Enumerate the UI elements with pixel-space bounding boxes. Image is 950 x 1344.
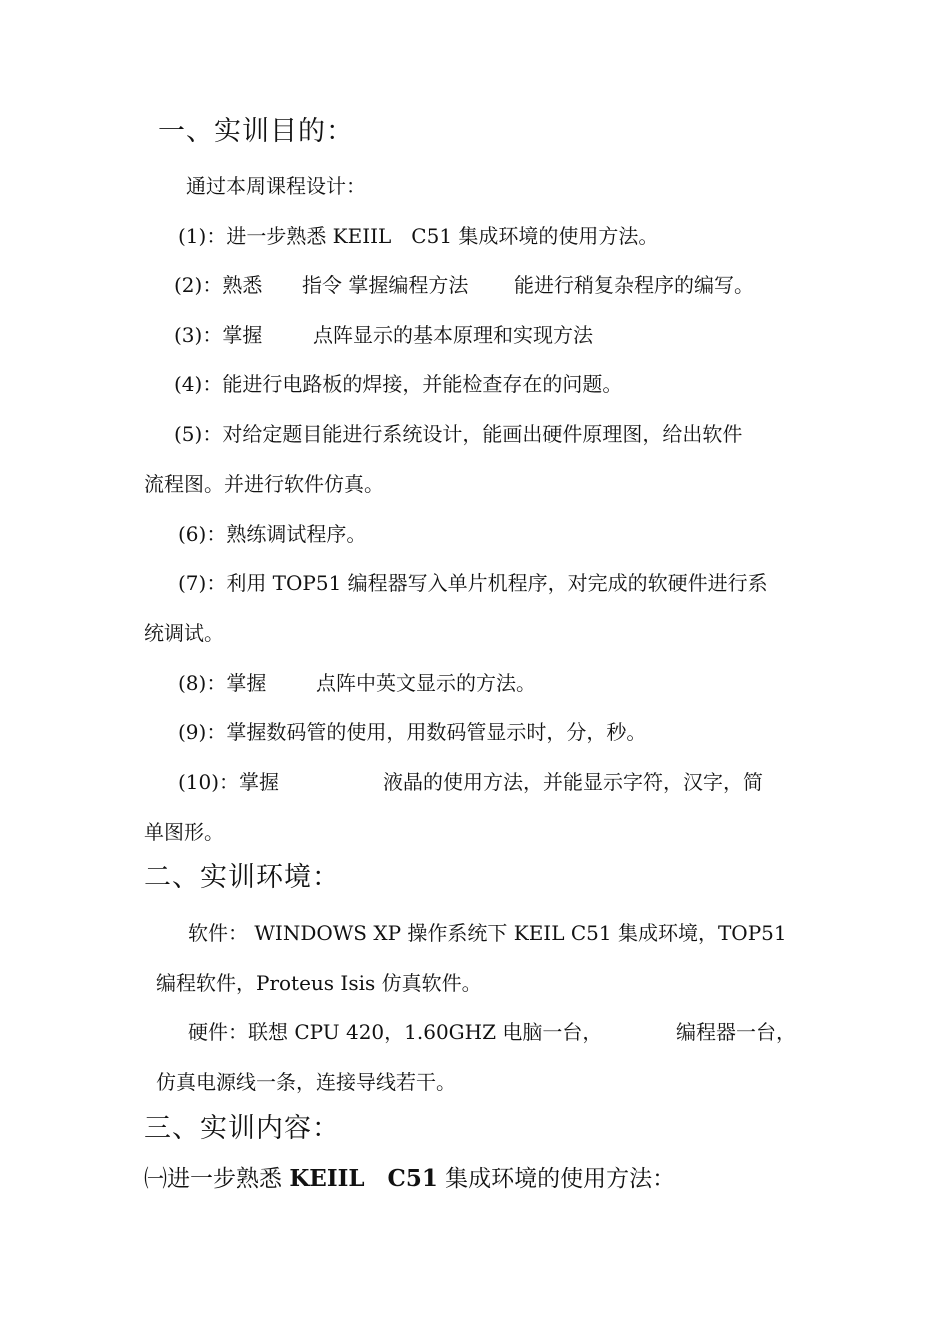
item-3-part-b: 点阵显示的基本原理和实现方法 (313, 323, 593, 347)
heading-training-content: 三、实训内容： (144, 1113, 340, 1144)
item-7-line-1: (7)：利用 TOP51 编程器写入单片机程序，对完成的软硬件进行系 (178, 571, 768, 595)
hardware-line-1-part-b: 编程器一台， (676, 1020, 796, 1044)
subheading-suffix: 集成环境的使用方法： (437, 1166, 676, 1192)
hardware-line-1-part-a: 硬件：联想 CPU 420，1.60GHZ 电脑一台， (188, 1020, 603, 1044)
software-line-1: 软件： WINDOWS XP 操作系统下 KEIL C51 集成环境，TOP51 (188, 921, 787, 945)
item-10-part-b: 液晶的使用方法，并能显示字符，汉字，简 (383, 770, 763, 794)
heading-training-purpose: 一、实训目的： (158, 116, 354, 147)
item-2-part-a: (2)：熟悉 (174, 273, 263, 297)
item-9: (9)：掌握数码管的使用，用数码管显示时，分，秒。 (178, 720, 647, 744)
item-7-line-2: 统调试。 (144, 621, 224, 645)
subheading-c51: C51 (387, 1165, 438, 1192)
subheading-keil-c51 (144, 1165, 675, 1193)
subheading-gap (365, 1166, 388, 1192)
software-line-2: 编程软件，Proteus Isis 仿真软件。 (156, 971, 482, 995)
heading-training-environment: 二、实训环境： (144, 862, 340, 893)
item-2-part-c: 能进行稍复杂程序的编写。 (514, 273, 754, 297)
item-8-part-b: 点阵中英文显示的方法。 (316, 671, 536, 695)
item-4: (4)：能进行电路板的焊接，并能检查存在的问题。 (174, 372, 623, 396)
intro-text: 通过本周课程设计： (186, 174, 366, 198)
item-2-part-b: 指令 掌握编程方法 (302, 273, 469, 297)
item-1: (1)：进一步熟悉 KEIIL C51 集成环境的使用方法。 (178, 224, 659, 248)
item-10-part-a: (10)：掌握 (178, 770, 280, 794)
item-5-line-2: 流程图。并进行软件仿真。 (144, 472, 384, 496)
item-10-line-2: 单图形。 (144, 820, 224, 844)
item-8-part-a: (8)：掌握 (178, 671, 267, 695)
item-5-line-1: (5)：对给定题目能进行系统设计，能画出硬件原理图，给出软件 (174, 422, 743, 446)
item-6: (6)：熟练调试程序。 (178, 522, 367, 546)
subheading-keiil: KEIIL (289, 1165, 365, 1192)
item-3-part-a: (3)：掌握 (174, 323, 263, 347)
hardware-line-2: 仿真电源线一条，连接导线若干。 (156, 1070, 456, 1094)
subheading-prefix: ㈠进一步熟悉 (144, 1166, 290, 1192)
